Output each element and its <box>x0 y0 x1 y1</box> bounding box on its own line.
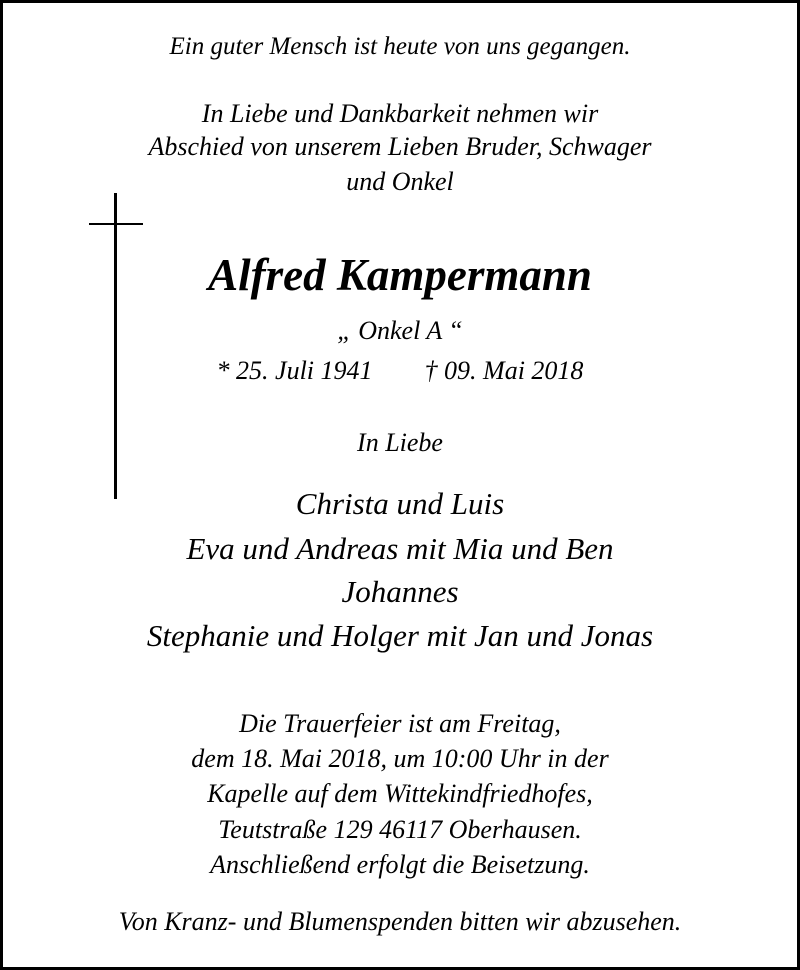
service-line-4: Teutstraße 129 46117 Oberhausen. <box>218 815 582 844</box>
service-line-2: dem 18. Mai 2018, um 10:00 Uhr in der <box>191 744 609 773</box>
service-line-1: Die Trauerfeier ist am Freitag, <box>239 709 561 738</box>
in-love-text: In Liebe <box>357 428 443 457</box>
death-date: † 09. Mai 2018 <box>424 356 584 385</box>
service-line-5: Anschließend erfolgt die Beisetzung. <box>210 850 590 879</box>
farewell-line-2: Abschied von unserem Lieben Bruder, Schwager <box>148 132 652 161</box>
farewell-line-1: In Liebe und Dankbarkeit nehmen wir <box>201 99 599 128</box>
nickname: „ Onkel A “ <box>337 316 463 345</box>
mourner-line-3: Johannes <box>341 574 459 609</box>
service-line-3: Kapelle auf dem Wittekindfriedhofes, <box>207 779 593 808</box>
life-dates <box>13 358 787 384</box>
closing-text: Von Kranz- und Blumenspenden bitten wir abzusehen. <box>118 907 682 936</box>
deceased-name: Alfred Kampermann <box>208 250 592 300</box>
cross-icon-bar <box>89 223 143 225</box>
birth-date: * 25. Juli 1941 <box>216 356 373 385</box>
farewell-line-3: und Onkel <box>346 167 454 196</box>
mourner-line-2: Eva und Andreas mit Mia und Ben <box>186 531 614 566</box>
intro-text: Ein guter Mensch ist heute von uns gegangen. <box>169 33 631 60</box>
mourner-line-1: Christa und Luis <box>295 486 505 521</box>
mourner-line-4: Stephanie und Holger mit Jan und Jonas <box>146 618 654 653</box>
